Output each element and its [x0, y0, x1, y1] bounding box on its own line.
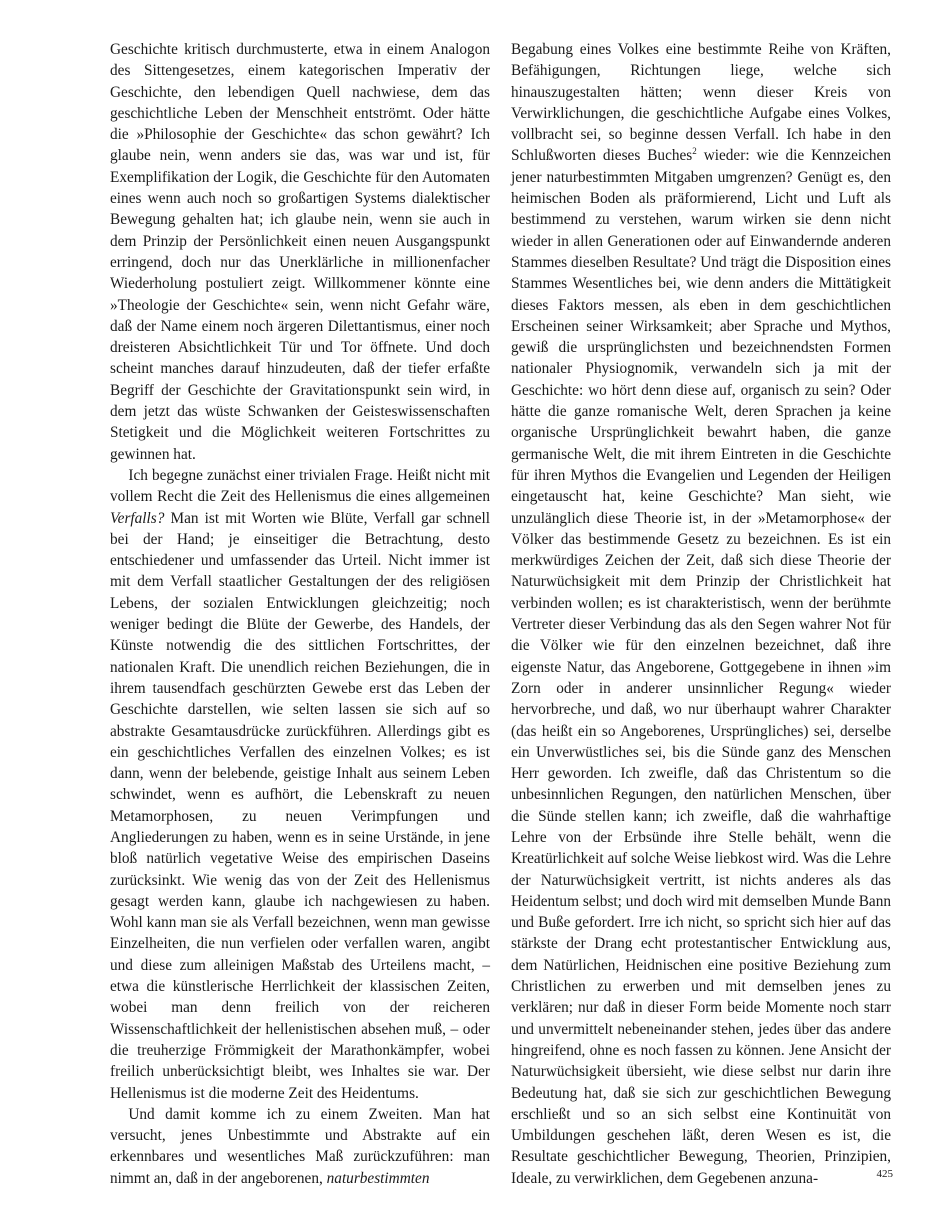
left-paragraph-2-italic: Verfalls?	[110, 509, 165, 527]
left-paragraph-2-start: Ich begegne zunächst einer trivialen Frage. Heißt nicht mit vollem Recht die Zeit des Hellenismus die eines allgemeinen	[110, 466, 490, 506]
left-paragraph-2	[110, 465, 490, 1104]
left-text-column	[110, 39, 490, 1189]
left-paragraph-3	[110, 1104, 490, 1189]
left-paragraph-3-start: Und damit komme ich zu einem Zweiten. Man hat versucht, jenes Unbestimmte und Abstrakte auf ein erkennbares und wesentliches Maß zurückzuführen: man nimmt an, daß in der angeborenen,	[110, 1105, 490, 1187]
right-paragraph-1-start: Begabung eines Volkes eine bestimmte Reihe von Kräften, Befähigungen, Richtungen liege, welche sich hinauszugestalten hätten; wenn dieser Kreis von Verwirklichungen, die geschichtliche Aufgabe eines Volkes, vollbracht sei, so beginne dessen Verfall. Ich habe in den Schlußworten dieses Buches	[511, 41, 891, 165]
left-paragraph-2-rest: Man ist mit Worten wie Blüte, Verfall gar schnell bei der Hand; je einseitiger die Betrachtung, desto entschiedener und umfassender das Urteil. Nicht immer ist mit dem Verfall staatlicher Gestaltungen der des religiösen Lebens, der sozialen Entwicklungen gleichzeitig; noch weniger bedingt die Blüte der Gewerbe, des Handels, der Künste notwendig die des sittlichen Fortschrittes, der nationalen Kraft. Die unendlich reichen Beziehungen, die in ihrem tausendfach geschürzten Gewebe erst das Leben der Geschichte darstellen, wie selten lassen sie sich auf so abstrakte Gesamtausdrücke zurückführen. Allerdings gibt es ein geschichtliches Verfallen des einzelnen Volkes; es ist dann, wenn der belebende, geistige Inhalt aus seinem Leben schwindet, wenn es aufhört, die Lebenskraft zu neuen Metamorphosen, zu neuen Verimpfungen und Angliederungen zu haben, wenn es in seine Urstände, in jene bloß natürlich vegetative Weise des empirischen Daseins zurücksinkt. Wie wenig das von der Zeit des Hellenismus gesagt werden kann, glaube ich nachgewiesen zu haben. Wohl kann man sie als Verfall bezeichnen, wenn man gewisse Einzelheiten, die nun verfielen oder verfallen waren, angibt und diese zum alleinigen Maßstab des Urteilens macht, – etwa die künstlerische Herrlichkeit der klassischen Zeiten, wobei man denn freilich von der reicheren Wissenschaftlichkeit der hellenistischen absehen muß, – oder die treuherzige Frömmigkeit der Marathonkämpfer, wobei freilich unberücksichtigt bleibt, wes Inhaltes sie war. Der Hellenismus ist die moderne Zeit des Heidentums.	[110, 509, 490, 1102]
right-text-column	[511, 39, 891, 1189]
right-paragraph-1-rest: wieder: wie die Kennzeichen jener naturbestimmten Mitgaben umgrenzen? Genügt es, den heimischen Boden als präformierend, Licht und Luft als bestimmend zu verstehen, warum wirken sie denn nicht wieder in allen Generationen oder auf Einwandernde anderen Stammes dieselben Resultate? Und trägt die Disposition eines Stammes Wesentliches bei, wie denn anders die Mittätigkeit dieses Faktors messen, als eben in dem geschichtlichen Erscheinen seiner Wirksamkeit; aber Sprache und Mythos, gewiß die ursprünglichsten und bezeichnendsten Formen nationaler Physiognomik, verwandeln sich ja mit der Geschichte: wo hört denn diese auf, organisch zu sein? Oder hätte die ganze romanische Welt, deren Sprachen ja keine organische Ursprünglichkeit bewahrt haben, die ganze germanische Welt, die mit ihrem Eintreten in die Geschichte für ihren Mythos die Evangelien und Legenden der Heiligen eingetauscht hat, keine Geschichte? Man sieht, wie unzulänglich diese Theorie ist, in der »Metamorphose« der Völker das bestimmende Gesetz zu bezeichnen. Es ist ein merkwürdiges Zeichen der Zeit, daß sich diese Theorie der Naturwüchsigkeit mit dem Prinzip der Christlichkeit hat verbinden wollen; es ist charakteristisch, wenn der berühmte Vertreter dieser Verbindung das als den Segen wahrer Not für die Völker wie für den einzelnen bezeichnet, daß ihre eigenste Natur, das Angeborene, Gottgegebene in ihnen »im Zorn oder in anderer unsinnlicher Regung« wieder hervorbreche, und daß, wo nur überhaupt wahrer Charakter (das heißt ein so Angeborenes, Ursprüngliches) sei, derselbe ein Unverwüstliches sei, bis die Sünde ganz des Menschen Herr geworden. Ich zweifle, daß das Christentum so die unbesinnlichen Regungen, den natürlichen Menschen, über die Sünde stellen kann; ich zweifle, daß die wahrhaftige Lehre von der Erbsünde ihre Stelle behält, wenn die Kreatürlichkeit auf solche Weise liebkost wird. Was die Lehre der Naturwüchsigkeit vertritt, ist nichts anderes als das Heidentum selbst; und doch wird mit demselben Munde Bann und Buße gefordert. Irre ich nicht, so spricht sich hier auf das stärkste der Drang echt protestantischer Entwicklung aus, dem Natürlichen, Heidnischen eine positive Beziehung zum Christlichen zu erwerben und mit demselben jenes zu verklären; nur daß in dieser Form beide Momente noch starr und unvermittelt nebeneinander stehen, jedes über das andere hingreifend, ohne es noch fassen zu können. Jene Ansicht der Naturwüchsigkeit übersieht, wie diese selbst nur darin ihre Bedeutung hat, daß sie sich zur geschichtlichen Bewegung erschließt und so an sich selbst eine Kontinuität von Umbildungen geschehen läßt, deren Wesen es ist, die Resultate geschichtlicher Bewegung, Theorien, Prinzipien, Ideale, zu verwirklichen, dem Gegebenen anzuna-	[511, 147, 891, 1187]
left-paragraph-3-italic: naturbestimmten	[326, 1169, 430, 1187]
left-paragraph-1: Geschichte kritisch durchmusterte, etwa in einem Analogon des Sittengesetzes, einem kategorischen Imperativ der Geschichte, den lebendigen Quell nachwiese, dem das geschichtliche Leben der Menschheit entströmt. Oder hätte die »Philosophie der Geschichte« das schon gewährt? Ich glaube nein, wenn anders sie das, was war und ist, für Exemplifikation der Logik, die Geschichte für den Automaten eines wenn auch noch so großartigen Systems dialektischer Bewegung gehalten hat; ich glaube nein, wenn sie auch in dem Prinzip der Persönlichkeit einen neuen Ausgangspunkt erringend, doch nur das Unerklärliche in millionenfacher Wiederholung postuliert zeigt. Willkommener könnte eine »Theologie der Geschichte« sein, wenn nicht Gefahr wäre, daß der Name einem noch ärgeren Dilettantismus, einer noch dreisteren Absichtlichkeit Tür und Tor öffnete. Und doch scheint manches darauf hinzudeuten, daß der tiefer erfaßte Begriff der Geschichte der Gravitationspunkt sein wird, in dem jetzt das wüste Schwanken der Geisteswissenschaften Stetigkeit und die Möglichkeit weiteren Fortschrittes zu gewinnen hat.	[110, 41, 490, 463]
footnote-reference[interactable]: 2	[692, 146, 697, 157]
right-paragraph-1	[511, 39, 891, 1189]
page-number: 425	[876, 1168, 893, 1180]
